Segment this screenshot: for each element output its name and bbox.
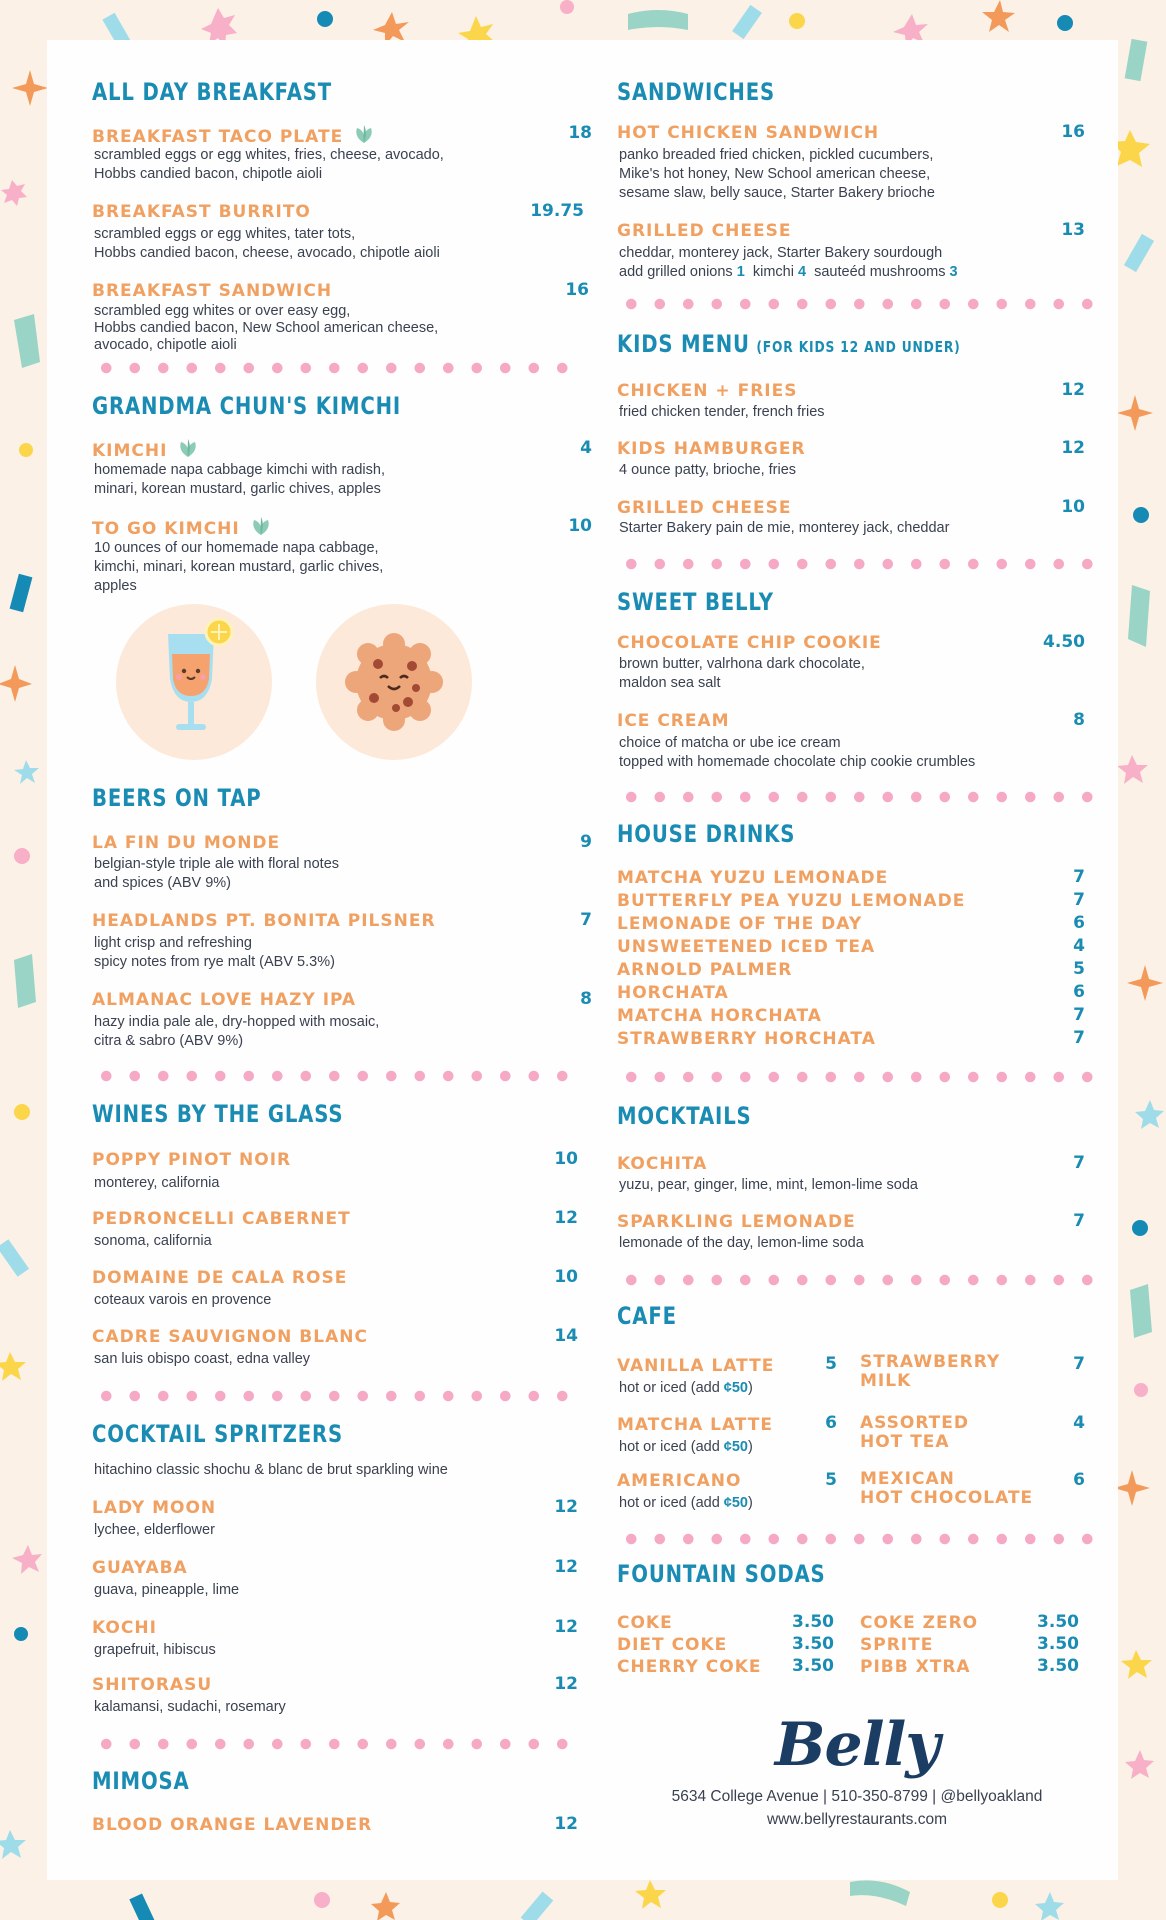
menu-item-desc: choice of matcha or ube ice cream topped with homemade chocolate chip cookie crumbles <box>619 735 976 770</box>
section-divider <box>617 558 1101 570</box>
cookie-icon <box>316 604 472 760</box>
menu-item-price: 4 <box>580 438 592 458</box>
cookie-illustration <box>316 604 472 760</box>
menu-item-name: COKE ZERO <box>860 1613 979 1633</box>
menu-item-name: MATCHA LATTE <box>617 1415 773 1435</box>
section-title-cafe: CAFE <box>617 1302 677 1330</box>
menu-item-name: COKE <box>617 1613 673 1633</box>
menu-item-price: 4 <box>1073 1413 1085 1433</box>
menu-item-price: 3.50 <box>792 1634 834 1654</box>
section-divider <box>617 1071 1101 1083</box>
menu-item-name: LEMONADE OF THE DAY <box>617 914 863 934</box>
menu-item-price: 3.50 <box>1037 1634 1079 1654</box>
menu-item-name: STRAWBERRY MILK <box>860 1352 1001 1391</box>
menu-item-price: 3.50 <box>792 1656 834 1676</box>
menu-item-price: 10 <box>554 1149 578 1169</box>
menu-item-name: ARNOLD PALMER <box>617 960 793 980</box>
menu-item-desc: san luis obispo coast, edna valley <box>94 1351 311 1367</box>
menu-item-name: GRILLED CHEESE <box>617 221 792 241</box>
menu-item-desc: brown butter, valrhona dark chocolate, maldon sea salt <box>619 656 865 691</box>
menu-item-name: KOCHITA <box>617 1154 708 1174</box>
menu-item-price: 10 <box>554 1267 578 1287</box>
menu-item-price: 19.75 <box>530 201 584 221</box>
menu-item-name: BUTTERFLY PEA YUZU LEMONADE <box>617 891 966 911</box>
menu-item-desc: scrambled egg whites or over easy egg, Hobbs candied bacon, New School american cheese, avocado, chipotle aioli <box>94 303 439 353</box>
section-divider <box>92 1738 576 1750</box>
menu-item-name: SHITORASU <box>92 1675 213 1695</box>
menu-item-desc: fried chicken tender, french fries <box>619 404 825 420</box>
menu-item-price: 16 <box>565 280 589 300</box>
menu-item-desc: monterey, california <box>94 1175 220 1191</box>
section-title-house-drinks: HOUSE DRINKS <box>617 820 796 848</box>
menu-item-price: 3.50 <box>1037 1656 1079 1676</box>
vegetarian-leaf-icon <box>250 515 272 537</box>
menu-item-desc: lemonade of the day, lemon-lime soda <box>619 1235 864 1251</box>
menu-item-name: MATCHA HORCHATA <box>617 1006 822 1026</box>
menu-item-price: 12 <box>554 1814 578 1834</box>
menu-item-price: 7 <box>580 910 592 930</box>
menu-item-desc: scrambled eggs or egg whites, tater tots, Hobbs candied bacon, cheese, avocado, chipotle aioli <box>94 226 440 261</box>
menu-item-name: LA FIN DU MONDE <box>92 833 281 853</box>
menu-item-price: 16 <box>1061 122 1085 142</box>
menu-item-desc: guava, pineapple, lime <box>94 1582 240 1598</box>
menu-item-name: BREAKFAST BURRITO <box>92 202 311 222</box>
menu-item-price: 12 <box>1061 380 1085 400</box>
menu-item-price: 12 <box>554 1674 578 1694</box>
menu-item-name: HEADLANDS PT. BONITA PILSNER <box>92 911 436 931</box>
menu-item-name: LADY MOON <box>92 1498 217 1518</box>
section-divider <box>92 362 576 374</box>
menu-item-desc: 10 ounces of our homemade napa cabbage, kimchi, minari, korean mustard, garlic chives, apples <box>94 540 384 594</box>
section-title-sodas: FOUNTAIN SODAS <box>617 1560 826 1588</box>
menu-item-name: BLOOD ORANGE LAVENDER <box>92 1815 373 1835</box>
menu-item-desc: hot or iced (add ¢50) <box>619 1380 753 1396</box>
menu-item-price: 14 <box>554 1326 578 1346</box>
menu-item-price: 8 <box>580 989 592 1009</box>
menu-item-name: AMERICANO <box>617 1471 742 1491</box>
section-title-kimchi: GRANDMA CHUN'S KIMCHI <box>92 392 402 420</box>
section-title-sweet: SWEET BELLY <box>617 588 774 616</box>
menu-item-desc: kalamansi, sudachi, rosemary <box>94 1699 286 1715</box>
section-divider <box>617 791 1101 803</box>
menu-item-price: 7 <box>1073 890 1085 910</box>
menu-item-desc: grapefruit, hibiscus <box>94 1642 216 1658</box>
menu-item-desc: coteaux varois en provence <box>94 1292 272 1308</box>
section-title-sandwiches: SANDWICHES <box>617 78 775 106</box>
menu-item-name: VANILLA LATTE <box>617 1356 775 1376</box>
menu-item-desc: cheddar, monterey jack, Starter Bakery sourdough add grilled onions 1 kimchi 4 sauteéd mushrooms 3 <box>619 245 958 280</box>
menu-item-price: 5 <box>1073 959 1085 979</box>
menu-item-name: STRAWBERRY HORCHATA <box>617 1029 876 1049</box>
section-divider <box>617 1274 1101 1286</box>
menu-item-name: HORCHATA <box>617 983 729 1003</box>
menu-item-name: MATCHA YUZU LEMONADE <box>617 868 889 888</box>
menu-item-price: 7 <box>1073 1211 1085 1231</box>
menu-item-name: KIDS HAMBURGER <box>617 439 806 459</box>
menu-item-price: 6 <box>1073 982 1085 1002</box>
menu-item-desc: scrambled eggs or egg whites, fries, cheese, avocado, Hobbs candied bacon, chipotle aioli <box>94 147 444 182</box>
menu-item-name: CHERRY COKE <box>617 1657 762 1677</box>
menu-item-price: 7 <box>1073 1153 1085 1173</box>
menu-item-desc: Starter Bakery pain de mie, monterey jack, cheddar <box>619 520 950 536</box>
menu-item-price: 5 <box>825 1470 837 1490</box>
menu-item-desc: 4 ounce patty, brioche, fries <box>619 462 797 478</box>
menu-item-price: 4.50 <box>1043 632 1085 652</box>
menu-item-price: 7 <box>1073 1028 1085 1048</box>
footer-address: 5634 College Avenue | 510-350-8799 | @bellyoakland <box>671 1788 1043 1805</box>
menu-item-name: GRILLED CHEESE <box>617 498 792 518</box>
menu-item-price: 7 <box>1073 1354 1085 1374</box>
menu-item-desc: panko breaded fried chicken, pickled cucumbers, Mike's hot honey, New School american cheese, sesame slaw, belly sauce, Starter Bakery brioche <box>619 147 935 201</box>
menu-item-name: PEDRONCELLI CABERNET <box>92 1209 351 1229</box>
menu-item-name: PIBB XTRA <box>860 1657 971 1677</box>
menu-item-name: KIMCHI <box>92 437 199 461</box>
menu-item-name: POPPY PINOT NOIR <box>92 1150 292 1170</box>
menu-item-desc: yuzu, pear, ginger, lime, mint, lemon-lime soda <box>619 1177 918 1193</box>
menu-item-price: 6 <box>1073 1470 1085 1490</box>
vegetarian-leaf-icon <box>177 437 199 459</box>
menu-item-name: TO GO KIMCHI <box>92 515 272 539</box>
menu-item-price: 7 <box>1073 1005 1085 1025</box>
menu-item-name: GUAYABA <box>92 1558 188 1578</box>
menu-item-name: HOT CHICKEN SANDWICH <box>617 123 880 143</box>
section-title-mocktails: MOCKTAILS <box>617 1102 752 1130</box>
menu-item-name: CHICKEN + FRIES <box>617 381 798 401</box>
menu-item-name: CHOCOLATE CHIP COOKIE <box>617 633 882 653</box>
menu-item-name: UNSWEETENED ICED TEA <box>617 937 876 957</box>
menu-item-desc: sonoma, california <box>94 1233 212 1249</box>
menu-item-price: 12 <box>554 1208 578 1228</box>
menu-item-desc: homemade napa cabbage kimchi with radish, minari, korean mustard, garlic chives, apples <box>94 462 385 497</box>
menu-item-price: 12 <box>554 1617 578 1637</box>
menu-item-desc: hot or iced (add ¢50) <box>619 1439 753 1455</box>
menu-item-name: ICE CREAM <box>617 711 730 731</box>
menu-item-price: 12 <box>554 1557 578 1577</box>
section-note: hitachino classic shochu & blanc de brut sparkling wine <box>94 1462 448 1478</box>
menu-item-price: 6 <box>825 1413 837 1433</box>
menu-item-name: ALMANAC LOVE HAZY IPA <box>92 990 357 1010</box>
menu-item-desc: belgian-style triple ale with floral notes and spices (ABV 9%) <box>94 856 340 891</box>
menu-item-price: 12 <box>554 1497 578 1517</box>
menu-item-price: 7 <box>1073 867 1085 887</box>
vegetarian-leaf-icon <box>353 123 375 145</box>
drink-illustration <box>116 604 272 760</box>
section-title-breakfast: ALL DAY BREAKFAST <box>92 78 332 106</box>
menu-item-name: BREAKFAST SANDWICH <box>92 281 333 301</box>
menu-item-name: DOMAINE DE CALA ROSE <box>92 1268 348 1288</box>
section-divider <box>92 1070 576 1082</box>
menu-item-price: 8 <box>1073 710 1085 730</box>
section-title-wines: WINES BY THE GLASS <box>92 1100 344 1128</box>
menu-item-price: 4 <box>1073 936 1085 956</box>
menu-item-price: 3.50 <box>792 1612 834 1632</box>
section-title-cocktails: COCKTAIL SPRITZERS <box>92 1420 344 1448</box>
section-divider <box>617 298 1101 310</box>
menu-item-price: 13 <box>1061 220 1085 240</box>
menu-item-name: KOCHI <box>92 1618 157 1638</box>
menu-item-name: MEXICAN HOT CHOCOLATE <box>860 1469 1034 1508</box>
menu-card <box>47 40 1118 1880</box>
brand-logo: Belly <box>774 1710 940 1780</box>
menu-item-name: DIET COKE <box>617 1635 728 1655</box>
footer-website: www.bellyrestaurants.com <box>766 1811 948 1828</box>
menu-item-name: SPARKLING LEMONADE <box>617 1212 856 1232</box>
section-divider <box>617 1533 1101 1545</box>
addons-line: add grilled onions 1 kimchi 4 sauteéd mushrooms 3 <box>619 264 958 280</box>
menu-item-price: 9 <box>580 832 592 852</box>
section-title-mimosa: MIMOSA <box>92 1767 190 1795</box>
menu-item-name: CADRE SAUVIGNON BLANC <box>92 1327 368 1347</box>
menu-item-name: BREAKFAST TACO PLATE <box>92 123 375 147</box>
section-subtitle: (FOR KIDS 12 AND UNDER) <box>756 338 961 356</box>
menu-item-price: 3.50 <box>1037 1612 1079 1632</box>
section-title-kids: KIDS MENU (FOR KIDS 12 AND UNDER) <box>617 330 961 358</box>
menu-item-desc: light crisp and refreshing spicy notes from rye malt (ABV 5.3%) <box>94 935 335 970</box>
menu-item-price: 5 <box>825 1354 837 1374</box>
menu-item-price: 10 <box>568 516 592 536</box>
menu-item-desc: hot or iced (add ¢50) <box>619 1495 753 1511</box>
menu-item-price: 6 <box>1073 913 1085 933</box>
menu-item-desc: hazy india pale ale, dry-hopped with mosaic, citra & sabro (ABV 9%) <box>94 1014 380 1049</box>
section-divider <box>92 1390 576 1402</box>
menu-item-price: 10 <box>1061 497 1085 517</box>
cocktail-glass-icon <box>116 604 272 760</box>
menu-item-price: 12 <box>1061 438 1085 458</box>
section-title-beers: BEERS ON TAP <box>92 784 262 812</box>
menu-item-name: SPRITE <box>860 1635 934 1655</box>
menu-item-price: 18 <box>568 123 592 143</box>
menu-item-desc: lychee, elderflower <box>94 1522 215 1538</box>
menu-item-name: ASSORTED HOT TEA <box>860 1413 969 1452</box>
